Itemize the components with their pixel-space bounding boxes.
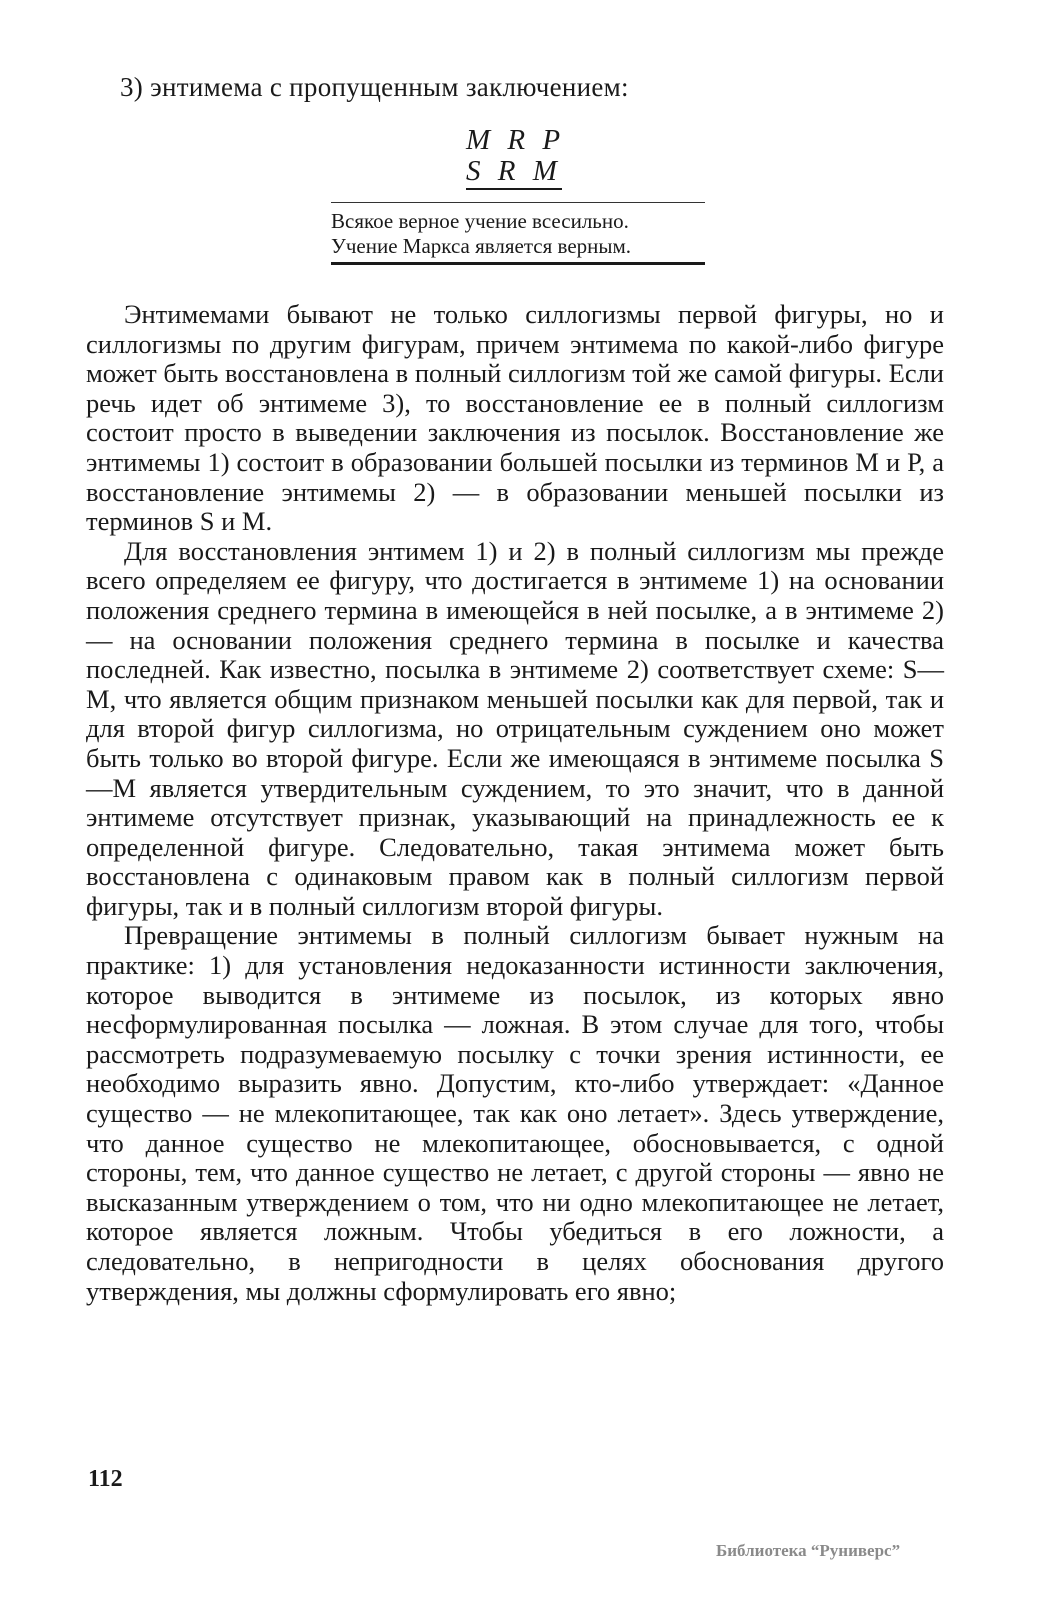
formula-line-2: S R M bbox=[466, 156, 562, 190]
section-heading: 3) энтимема с пропущенным заключением: bbox=[120, 72, 629, 102]
page-number: 112 bbox=[88, 1466, 123, 1492]
paragraph: Превращение энтимемы в полный силлогизм бывает нужным на практике: 1) для установления недоказанности истинности заключения, которое выводится в энтимеме из посылок, из которых явно несформулированная посылка — ложная. В этом случае для того, чтобы рассмотреть подразумеваемую посылку с точки зрения истинности, ее необходимо выразить явно. Допустим, кто-либо утверждает: «Данное существо — не млекопитающее, так как оно летает». Здесь утверждение, что данное существо не млекопитающее, обосновывается, с одной стороны, тем, что данное существо не летает, с другой стороны — явно не высказанным утверждением о том, что ни одно млекопитающее не летает, которое является ложным. Чтобы убедиться в его ложности, а следовательно, в непригодности в целях обоснования другого утверждения, мы должны сформулировать его явно; bbox=[86, 920, 944, 1306]
paragraph: Для восстановления энтимем 1) и 2) в полный силлогизм мы прежде всего определяем ее фигуру, что достигается в энтимеме 1) на основании положения среднего термина в имеющейся в ней посылке, а в энтимеме 2) — на основании положения среднего термина в посылке и качества последней. Как известно, посылка в энтимеме 2) соответствует схеме: S—М, что является общим признаком меньшей посылки как для первой, так и для второй фигур силлогизма, но отрицательным суждением оно может быть только во второй фигуре. Если же имеющаяся в энтимеме посылка S—М является утвердительным суждением, то это значит, что в данной энтимеме отсутствует признак, указывающий на принадлежность ее к определенной фигуре. Следовательно, такая энтимема может быть восстановлена с одинаковым правом как в полный силлогизм первой фигуры, так и в полный силлогизм второй фигуры. bbox=[86, 535, 944, 921]
library-watermark: Библиотека “Руниверс” bbox=[716, 1541, 901, 1560]
formula-line-1: M R P bbox=[466, 124, 566, 156]
syllogism-formula bbox=[466, 125, 576, 190]
paragraph: Энтимемами бывают не только силлогизмы первой фигуры, но и силлогизмы по другим фигурам, причем энтимема по какой-либо фигуре может быть восстановлена в полный силлогизм той же самой фигуры. Если речь идет об энтимеме 3), то восстановление ее в полный силлогизм состоит просто в выведении заключения из посылок. Восстановление же энтимемы 1) состоит в образовании большей посылки из терминов М и Р, а восстановление энтимемы 2) — в образовании меньшей посылки из терминов S и М. bbox=[86, 299, 944, 537]
example-premise-2: Учение Маркса является верным. bbox=[331, 234, 705, 265]
enthymeme-example bbox=[331, 202, 705, 265]
body-text bbox=[86, 300, 944, 1306]
example-premise-1: Всякое верное учение всесильно. bbox=[331, 209, 629, 233]
